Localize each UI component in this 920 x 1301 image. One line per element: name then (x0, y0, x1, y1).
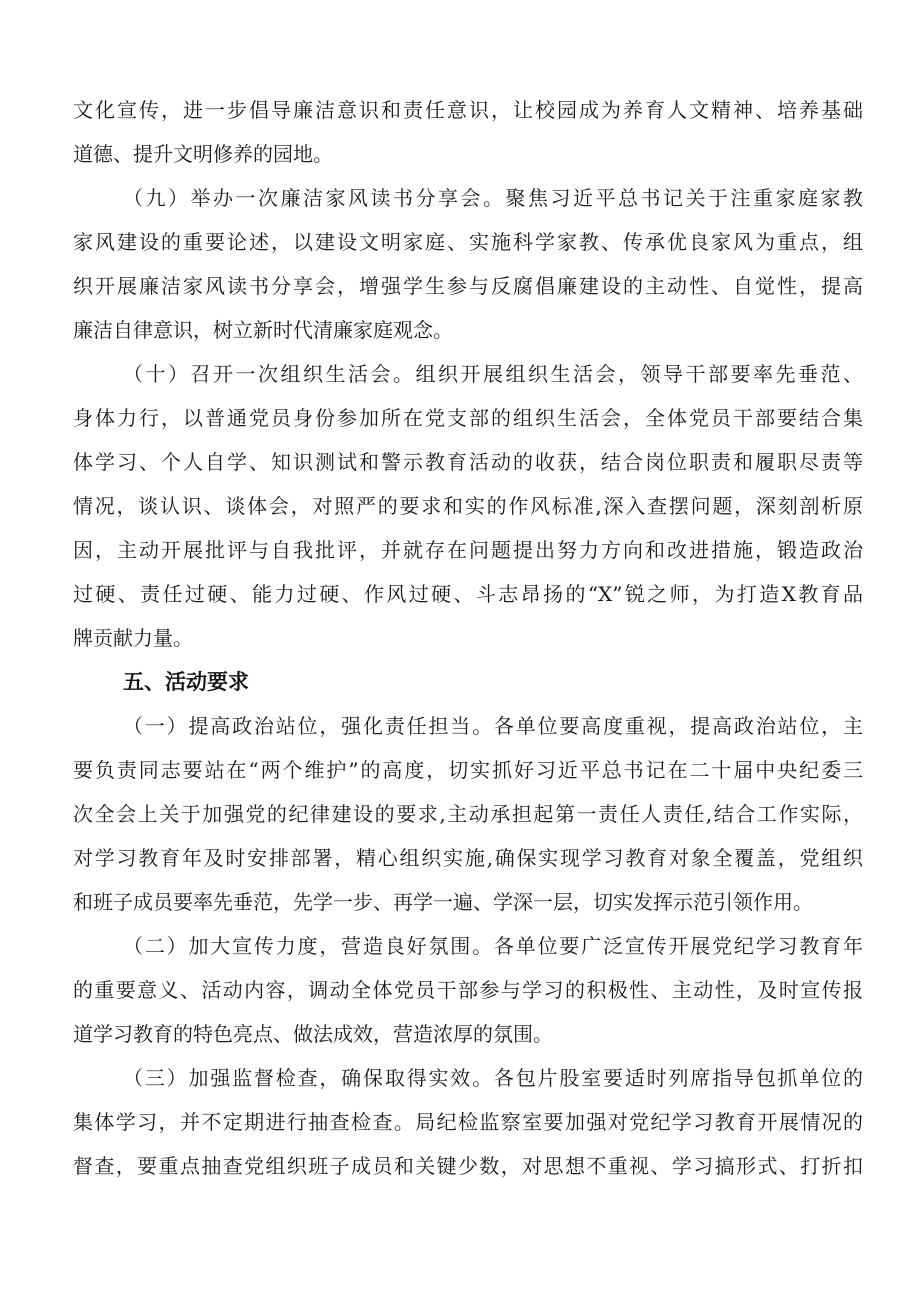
text-line: 身体力行，以普通党员身份参加所在党支部的组织生活会，全体党员干部要结合集 (73, 406, 863, 430)
text-line: 和班子成员要率先垂范，先学一步、再学一遍、学深一层，切实发挥示范引领作用。 (73, 890, 813, 914)
text-line: 的重要意义、活动内容，调动全体党员干部参与学习的积极性、主动性，及时宣传报 (73, 978, 863, 1002)
paragraph-first-line: （二）加大宣传力度，营造良好氛围。各单位要广泛宣传开展党纪学习教育年 (123, 934, 863, 958)
text-line: 廉洁自律意识，树立新时代清廉家庭观念。 (73, 318, 453, 342)
text-line: 要负责同志要站在“两个维护”的高度，切实抓好习近平总书记在二十届中央纪委三 (73, 758, 863, 782)
text-line: 体学习、个人自学、知识测试和警示教育活动的收获，结合岗位职责和履职尽责等 (73, 450, 863, 474)
text-line: 过硬、责任过硬、能力过硬、作风过硬、斗志昂扬的“X”锐之师，为打造X教育品 (73, 582, 863, 606)
paragraph-first-line: （三）加强监督检查，确保取得实效。各包片股室要适时列席指导包抓单位的 (123, 1066, 863, 1090)
text-line: 对学习教育年及时安排部署，精心组织实施,确保实现学习教育对象全覆盖，党组织 (73, 846, 863, 870)
text-line: 因，主动开展批评与自我批评，并就存在问题提出努力方向和改进措施，锻造政治 (73, 538, 863, 562)
paragraph-first-line: （九）举办一次廉洁家风读书分享会。聚焦习近平总书记关于注重家庭家教 (123, 186, 863, 210)
text-line: 文化宣传，进一步倡导廉洁意识和责任意识，让校园成为养育人文精神、培养基础 (73, 98, 863, 122)
text-line: 道德、提升文明修养的园地。 (73, 142, 333, 166)
text-line: 督查，要重点抽查党组织班子成员和关键少数，对思想不重视、学习搞形式、打折扣 (73, 1154, 863, 1178)
section-heading: 五、活动要求 (123, 670, 249, 694)
text-line: 次全会上关于加强党的纪律建设的要求,主动承担起第一责任人责任,结合工作实际， (73, 802, 863, 826)
text-line: 织开展廉洁家风读书分享会，增强学生参与反腐倡廉建设的主动性、自觉性，提高 (73, 274, 863, 298)
text-line: 情况，谈认识、谈体会，对照严的要求和实的作风标准,深入查摆问题，深刻剖析原 (73, 494, 863, 518)
text-line: 牌贡献力量。 (73, 626, 193, 650)
paragraph-first-line: （一）提高政治站位，强化责任担当。各单位要高度重视，提高政治站位，主 (123, 714, 863, 738)
text-line: 道学习教育的特色亮点、做法成效，营造浓厚的氛围。 (73, 1022, 553, 1046)
paragraph-first-line: （十）召开一次组织生活会。组织开展组织生活会，领导干部要率先垂范、 (123, 362, 863, 386)
text-line: 家风建设的重要论述，以建设文明家庭、实施科学家教、传承优良家风为重点，组 (73, 230, 863, 254)
text-line: 集体学习，并不定期进行抽查检查。局纪检监察室要加强对党纪学习教育开展情况的 (73, 1110, 863, 1134)
